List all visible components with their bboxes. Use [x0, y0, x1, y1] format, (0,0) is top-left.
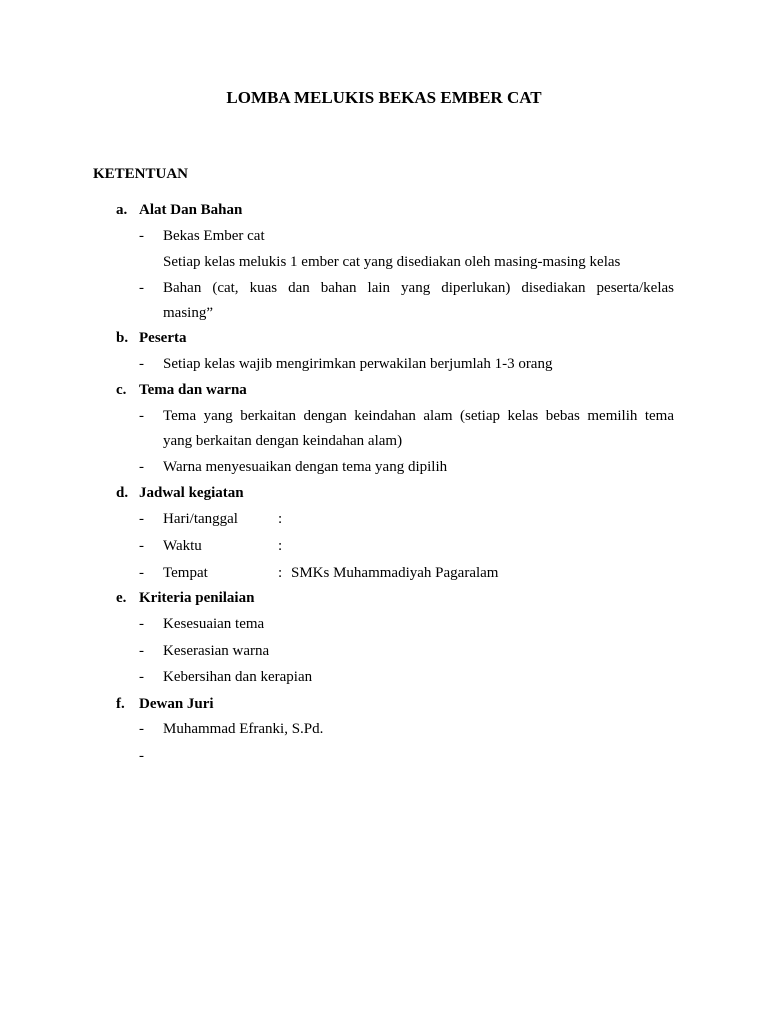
section-e-item-3: Kebersihan dan kerapian: [163, 669, 313, 685]
section-d-title: Jadwal kegiatan: [139, 485, 244, 501]
schedule-colon: :: [278, 538, 283, 554]
bullet-dash: -: [139, 408, 144, 424]
section-d-letter: d.: [116, 485, 129, 501]
section-a-item-1: Bekas Ember cat: [163, 228, 265, 244]
section-heading: KETENTUAN: [93, 166, 189, 182]
section-e-letter: e.: [116, 590, 127, 606]
section-e-title: Kriteria penilaian: [139, 590, 255, 606]
schedule-value-place: SMKs Muhammadiyah Pagaralam: [291, 565, 499, 581]
section-b-item-1: Setiap kelas wajib mengirimkan perwakilan berjumlah 1-3 orang: [163, 356, 553, 372]
bullet-dash: -: [139, 356, 144, 372]
document-title: LOMBA MELUKIS BEKAS EMBER CAT: [226, 88, 542, 107]
section-b-title: Peserta: [139, 330, 187, 346]
bullet-dash: -: [139, 721, 144, 737]
section-a-letter: a.: [116, 202, 128, 218]
bullet-dash: -: [139, 565, 144, 581]
section-b-letter: b.: [116, 330, 129, 346]
section-c-item-2: Warna menyesuaikan dengan tema yang dipilih: [163, 459, 448, 475]
section-c-letter: c.: [116, 382, 127, 398]
bullet-dash: -: [139, 538, 144, 554]
bullet-dash: -: [139, 459, 144, 475]
section-e-item-2: Keserasian warna: [163, 643, 270, 659]
section-c-item-1-cont: yang berkaitan dengan keindahan alam): [163, 433, 403, 449]
schedule-label-date: Hari/tanggal: [163, 511, 238, 527]
section-c-item-1: Tema yang berkaitan dengan keindahan alam (setiap kelas bebas memilih tema: [163, 408, 674, 424]
schedule-colon: :: [278, 511, 283, 527]
section-a-item-2: Setiap kelas melukis 1 ember cat yang disediakan oleh masing-masing kelas: [163, 254, 621, 270]
bullet-dash: -: [139, 643, 144, 659]
schedule-label-place: Tempat: [163, 565, 208, 581]
schedule-label-time: Waktu: [163, 538, 202, 554]
bullet-dash: -: [139, 511, 144, 527]
section-a-title: Alat Dan Bahan: [139, 202, 243, 218]
bullet-dash: -: [139, 228, 144, 244]
bullet-dash: -: [139, 748, 144, 764]
schedule-colon: :: [278, 565, 283, 581]
bullet-dash: -: [139, 616, 144, 632]
section-a-item-3-cont: masing”: [163, 305, 213, 321]
section-c-title: Tema dan warna: [139, 382, 247, 398]
section-f-letter: f.: [116, 696, 125, 712]
bullet-dash: -: [139, 669, 144, 685]
section-f-item-1: Muhammad Efranki, S.Pd.: [163, 721, 324, 737]
section-a-item-3: Bahan (cat, kuas dan bahan lain yang diperlukan) disediakan peserta/kelas: [163, 280, 674, 296]
bullet-dash: -: [139, 280, 144, 296]
section-f-title: Dewan Juri: [139, 696, 214, 712]
section-e-item-1: Kesesuaian tema: [163, 616, 265, 632]
